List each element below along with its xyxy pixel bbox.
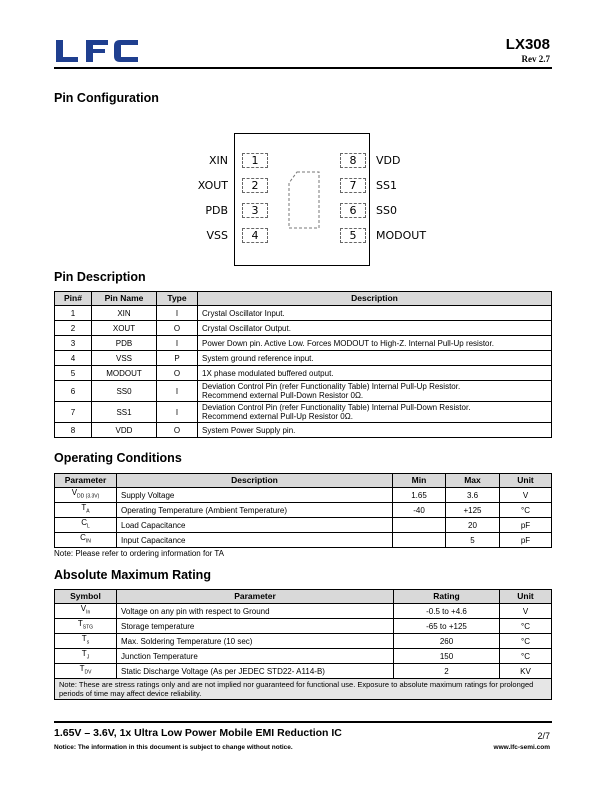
column-header: Pin# xyxy=(55,292,92,306)
table-header-row xyxy=(55,292,552,306)
cell: Crystal Oscillator Input. xyxy=(198,306,552,321)
desc-line: Recommend external Pull-Up Resistor 0Ω. xyxy=(202,412,353,421)
table-row xyxy=(55,351,552,366)
column-header: Symbol xyxy=(55,590,117,604)
pin-number-box: 3 xyxy=(242,203,268,218)
section-title-operating-conditions: Operating Conditions xyxy=(54,451,182,465)
column-header: Pin Name xyxy=(92,292,157,306)
pin1-marker xyxy=(287,171,321,229)
cell: SS1 xyxy=(92,402,157,423)
table-row xyxy=(55,518,552,533)
cell: KV xyxy=(500,664,552,679)
symbol: T xyxy=(81,503,87,513)
symbol: V xyxy=(71,488,78,498)
cell: SS0 xyxy=(92,381,157,402)
desc-line: Deviation Control Pin (refer Functionality Table) Internal Pull-Down Resistor. xyxy=(202,403,471,412)
cell: PDB xyxy=(92,336,157,351)
table-row xyxy=(55,634,552,649)
cell: 260 xyxy=(394,634,500,649)
cell: 20 xyxy=(446,518,500,533)
table-row xyxy=(55,336,552,351)
cell: 3 xyxy=(55,336,92,351)
cell: 3.6 xyxy=(446,488,500,503)
section-title-pin-configuration: Pin Configuration xyxy=(54,91,159,105)
pin-number-box: 5 xyxy=(340,228,366,243)
footer-notice: Notice: The information in this document is subject to change without notice. xyxy=(54,744,293,751)
cell: 8 xyxy=(55,423,92,438)
cell: Static Discharge Voltage (As per JEDEC STD22- A114-B) xyxy=(117,664,394,679)
column-header: Description xyxy=(117,474,393,488)
cell: I xyxy=(157,381,198,402)
cell: Voltage on any pin with respect to Ground xyxy=(117,604,394,619)
table-row xyxy=(55,488,552,503)
cell: 5 xyxy=(446,533,500,548)
column-header: Unit xyxy=(500,474,552,488)
column-header: Parameter xyxy=(117,590,394,604)
symbol-subscript: J xyxy=(86,654,90,661)
desc-line: Deviation Control Pin (refer Functionality Table) Internal Pull-Up Resistor. xyxy=(202,382,461,391)
table-row xyxy=(55,381,552,402)
cell: °C xyxy=(500,634,552,649)
symbol-subscript: L xyxy=(87,523,90,530)
revision: Rev 2.7 xyxy=(521,54,550,64)
cell: I xyxy=(157,306,198,321)
pin-label-right: VDD xyxy=(376,154,401,167)
pin-number-box: 6 xyxy=(340,203,366,218)
cell: O xyxy=(157,423,198,438)
cell: 1.65 xyxy=(393,488,446,503)
symbol: T xyxy=(77,619,83,629)
absolute-maximum-table xyxy=(54,589,552,700)
footer-title: 1.65V – 3.6V, 1x Ultra Low Power Mobile EMI Reduction IC xyxy=(54,727,342,739)
cell: VDD xyxy=(92,423,157,438)
cell: XIN xyxy=(92,306,157,321)
cell: P xyxy=(157,351,198,366)
cell xyxy=(198,381,552,402)
cell: -40 xyxy=(393,503,446,518)
symbol-subscript: DV xyxy=(84,669,92,676)
pin-label-left: XOUT xyxy=(197,179,228,192)
table-row xyxy=(55,604,552,619)
footer-rule xyxy=(54,721,552,723)
cell: V xyxy=(500,604,552,619)
table-row xyxy=(55,366,552,381)
symbol-cell xyxy=(55,619,117,634)
symbol: T xyxy=(81,634,87,644)
symbol-cell xyxy=(55,503,117,518)
pin-number-box: 1 xyxy=(242,153,268,168)
cell: System Power Supply pin. xyxy=(198,423,552,438)
cell xyxy=(393,518,446,533)
table-row xyxy=(55,503,552,518)
symbol-subscript: IN xyxy=(85,538,91,545)
pin-label-right: SS0 xyxy=(376,204,397,217)
cell: 1X phase modulated buffered output. xyxy=(198,366,552,381)
symbol: C xyxy=(81,518,87,528)
cell: 1 xyxy=(55,306,92,321)
cell: System ground reference input. xyxy=(198,351,552,366)
cell: 5 xyxy=(55,366,92,381)
symbol-subscript: STG xyxy=(82,624,94,631)
cell: pF xyxy=(500,518,552,533)
symbol-cell xyxy=(55,518,117,533)
cell: pF xyxy=(500,533,552,548)
cell: °C xyxy=(500,649,552,664)
pin-number-box: 2 xyxy=(242,178,268,193)
cell: Operating Temperature (Ambient Temperature) xyxy=(117,503,393,518)
cell: -0.5 to +4.6 xyxy=(394,604,500,619)
cell: Storage temperature xyxy=(117,619,394,634)
column-header: Description xyxy=(198,292,552,306)
pin-label-right: MODOUT xyxy=(376,229,427,242)
table-row xyxy=(55,306,552,321)
symbol-cell xyxy=(55,634,117,649)
column-header: Max xyxy=(446,474,500,488)
table-row xyxy=(55,402,552,423)
pin-label-left: XIN xyxy=(208,154,228,167)
table-note-row xyxy=(55,679,552,700)
operating-conditions-table xyxy=(54,473,552,548)
table-row xyxy=(55,533,552,548)
cell: 4 xyxy=(55,351,92,366)
cell: I xyxy=(157,402,198,423)
desc-line: Recommend external Pull-Down Resistor 0Ω. xyxy=(202,391,364,400)
cell: I xyxy=(157,336,198,351)
section-title-absolute-maximum-rating: Absolute Maximum Rating xyxy=(54,568,211,582)
symbol: T xyxy=(81,649,87,659)
footer-website: www.lfc-semi.com xyxy=(493,744,550,751)
cell xyxy=(393,533,446,548)
pin-number-box: 4 xyxy=(242,228,268,243)
cell: 150 xyxy=(394,649,500,664)
column-header: Min xyxy=(393,474,446,488)
cell: 7 xyxy=(55,402,92,423)
cell: V xyxy=(500,488,552,503)
symbol: V xyxy=(80,604,87,614)
cell: °C xyxy=(500,619,552,634)
pin-description-table xyxy=(54,291,552,438)
symbol-cell xyxy=(55,488,117,503)
cell xyxy=(198,402,552,423)
page-number: 2/7 xyxy=(537,731,550,741)
table-row xyxy=(55,619,552,634)
operating-note: Note: Please refer to ordering information for TA xyxy=(54,549,225,558)
cell: -65 to +125 xyxy=(394,619,500,634)
table-row xyxy=(55,664,552,679)
cell: Crystal Oscillator Output. xyxy=(198,321,552,336)
pin-label-left: PDB xyxy=(205,204,228,217)
table-header-row xyxy=(55,590,552,604)
cell: Supply Voltage xyxy=(117,488,393,503)
table-row xyxy=(55,321,552,336)
table-row xyxy=(55,649,552,664)
cell: 2 xyxy=(55,321,92,336)
cell: 6 xyxy=(55,381,92,402)
cell: +125 xyxy=(446,503,500,518)
pin-label-left: VSS xyxy=(206,229,228,242)
cell: Input Capacitance xyxy=(117,533,393,548)
symbol: C xyxy=(80,533,86,543)
product-number: LX308 xyxy=(505,36,550,53)
symbol-subscript: A xyxy=(86,508,90,515)
cell: °C xyxy=(500,503,552,518)
chip-package xyxy=(234,133,370,266)
cell: O xyxy=(157,366,198,381)
section-title-pin-description: Pin Description xyxy=(54,270,146,284)
symbol-cell xyxy=(55,664,117,679)
abs-max-note: Note: These are stress ratings only and are not implied nor guaranteed for functional use. Exposure to absolute maximum ratings for prolonged periods of time may affect device reliability. xyxy=(55,679,552,700)
header-rule xyxy=(54,67,552,69)
table-row xyxy=(55,423,552,438)
symbol: T xyxy=(79,664,85,674)
cell: Junction Temperature xyxy=(117,649,394,664)
cell: XOUT xyxy=(92,321,157,336)
cell: MODOUT xyxy=(92,366,157,381)
cell: O xyxy=(157,321,198,336)
symbol-cell xyxy=(55,649,117,664)
symbol-subscript: In xyxy=(86,609,91,616)
column-header: Type xyxy=(157,292,198,306)
pin-number-box: 7 xyxy=(340,178,366,193)
table-header-row xyxy=(55,474,552,488)
lfc-logo xyxy=(54,38,140,64)
column-header: Rating xyxy=(394,590,500,604)
symbol-subscript: s xyxy=(86,639,90,646)
cell: Load Capacitance xyxy=(117,518,393,533)
pin-number-box: 8 xyxy=(340,153,366,168)
cell: 2 xyxy=(394,664,500,679)
symbol-cell xyxy=(55,533,117,548)
pin-label-right: SS1 xyxy=(376,179,397,192)
cell: Power Down pin. Active Low. Forces MODOUT to High-Z. Internal Pull-Up resistor. xyxy=(198,336,552,351)
symbol-cell xyxy=(55,604,117,619)
column-header: Unit xyxy=(500,590,552,604)
symbol-subscript: DD (3.3V) xyxy=(77,493,100,500)
cell: VSS xyxy=(92,351,157,366)
column-header: Parameter xyxy=(55,474,117,488)
cell: Max. Soldering Temperature (10 sec) xyxy=(117,634,394,649)
